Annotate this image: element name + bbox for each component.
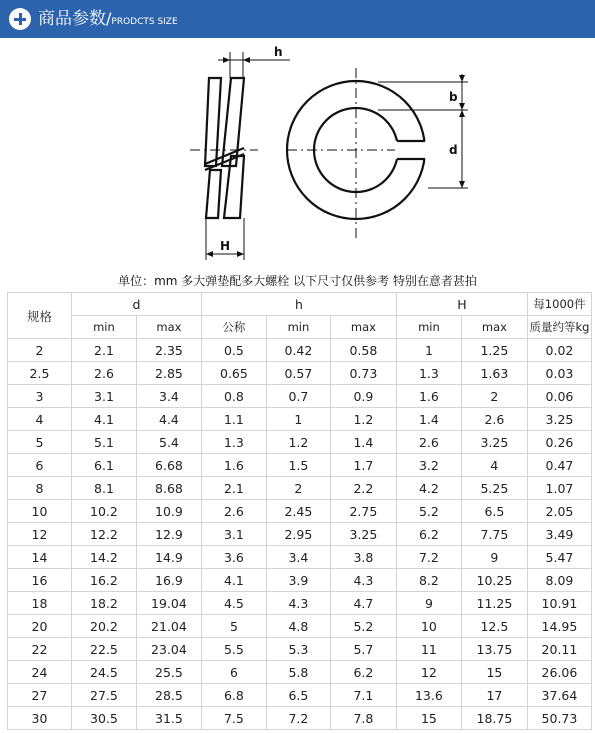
table-cell: 19.04	[136, 592, 201, 615]
table-cell: 2.5	[8, 362, 72, 385]
table-cell: 9	[461, 546, 527, 569]
table-cell: 7.5	[201, 707, 266, 730]
table-cell: 0.47	[527, 454, 591, 477]
table-cell: 1.6	[396, 385, 461, 408]
sub-header: min	[396, 316, 461, 339]
table-cell: 1.7	[330, 454, 396, 477]
table-row	[8, 684, 592, 707]
table-cell: 3.25	[527, 408, 591, 431]
table-cell: 4.8	[266, 615, 330, 638]
table-row	[8, 454, 592, 477]
table-cell: 3.25	[461, 431, 527, 454]
table-cell: 2	[461, 385, 527, 408]
table-cell: 4	[8, 408, 72, 431]
sub-header: min	[266, 316, 330, 339]
table-cell: 14.9	[136, 546, 201, 569]
table-cell: 0.8	[201, 385, 266, 408]
sub-header: min	[71, 316, 136, 339]
table-cell: 0.7	[266, 385, 330, 408]
table-cell: 30	[8, 707, 72, 730]
table-cell: 4.2	[396, 477, 461, 500]
table-cell: 2.75	[330, 500, 396, 523]
table-cell: 14.95	[527, 615, 591, 638]
label-H: H	[220, 239, 231, 253]
table-cell: 2.1	[201, 477, 266, 500]
label-b: b	[449, 90, 458, 104]
table-cell: 28.5	[136, 684, 201, 707]
table-cell: 8	[8, 477, 72, 500]
table-cell: 18.75	[461, 707, 527, 730]
table-row	[8, 592, 592, 615]
table-cell: 4.4	[136, 408, 201, 431]
table-cell: 7.2	[266, 707, 330, 730]
table-cell: 15	[461, 661, 527, 684]
table-cell: 1.25	[461, 339, 527, 362]
table-cell: 31.5	[136, 707, 201, 730]
table-cell: 1.07	[527, 477, 591, 500]
table-cell: 2.2	[330, 477, 396, 500]
table-cell: 5.3	[266, 638, 330, 661]
table-cell: 0.58	[330, 339, 396, 362]
table-cell: 1	[396, 339, 461, 362]
table-cell: 4.1	[71, 408, 136, 431]
table-cell: 1.6	[201, 454, 266, 477]
label-d: d	[449, 143, 458, 157]
table-cell: 8.2	[396, 569, 461, 592]
table-cell: 14	[8, 546, 72, 569]
table-cell: 20.2	[71, 615, 136, 638]
table-cell: 9	[396, 592, 461, 615]
sub-header: 公称	[201, 316, 266, 339]
table-cell: 18.2	[71, 592, 136, 615]
table-cell: 5.25	[461, 477, 527, 500]
table-cell: 10	[8, 500, 72, 523]
table-cell: 3	[8, 385, 72, 408]
table-row	[8, 362, 592, 385]
table-cell: 27.5	[71, 684, 136, 707]
table-cell: 3.1	[201, 523, 266, 546]
table-cell: 12.5	[461, 615, 527, 638]
table-cell: 3.25	[330, 523, 396, 546]
table-cell: 0.26	[527, 431, 591, 454]
table-cell: 5.2	[330, 615, 396, 638]
table-cell: 5.1	[71, 431, 136, 454]
table-cell: 2.6	[461, 408, 527, 431]
table-cell: 16.2	[71, 569, 136, 592]
table-cell: 8.09	[527, 569, 591, 592]
table-cell: 30.5	[71, 707, 136, 730]
table-cell: 17	[461, 684, 527, 707]
table-cell: 1.2	[330, 408, 396, 431]
table-row	[8, 661, 592, 684]
table-row	[8, 477, 592, 500]
table-cell: 2.35	[136, 339, 201, 362]
table-row	[8, 523, 592, 546]
label-h: h	[274, 45, 283, 59]
table-cell: 0.9	[330, 385, 396, 408]
title-en: PRODCTS SIZE	[111, 17, 178, 27]
table-cell: 22.5	[71, 638, 136, 661]
table-cell: 3.4	[266, 546, 330, 569]
plus-circle-icon	[9, 8, 31, 30]
table-cell: 5.2	[396, 500, 461, 523]
table-cell: 21.04	[136, 615, 201, 638]
table-cell: 13.6	[396, 684, 461, 707]
table-cell: 6.8	[201, 684, 266, 707]
table-cell: 5.4	[136, 431, 201, 454]
table-cell: 1.63	[461, 362, 527, 385]
table-cell: 7.2	[396, 546, 461, 569]
table-cell: 7.8	[330, 707, 396, 730]
table-cell: 0.5	[201, 339, 266, 362]
table-cell: 8.68	[136, 477, 201, 500]
table-cell: 1.2	[266, 431, 330, 454]
table-cell: 25.5	[136, 661, 201, 684]
table-cell: 2.05	[527, 500, 591, 523]
table-cell: 5.7	[330, 638, 396, 661]
table-cell: 2.6	[396, 431, 461, 454]
table-cell: 0.42	[266, 339, 330, 362]
table-row	[8, 408, 592, 431]
section-title	[38, 7, 178, 34]
table-row	[8, 638, 592, 661]
group-header-row	[8, 293, 592, 316]
table-cell: 5	[8, 431, 72, 454]
table-cell: 3.2	[396, 454, 461, 477]
table-cell: 10.9	[136, 500, 201, 523]
table-cell: 0.02	[527, 339, 591, 362]
sub-header: max	[461, 316, 527, 339]
table-cell: 12	[8, 523, 72, 546]
table-cell: 7.75	[461, 523, 527, 546]
table-cell: 50.73	[527, 707, 591, 730]
table-cell: 2.1	[71, 339, 136, 362]
table-row	[8, 707, 592, 730]
table-cell: 0.57	[266, 362, 330, 385]
table-cell: 3.6	[201, 546, 266, 569]
table-cell: 12.2	[71, 523, 136, 546]
d-header: d	[71, 293, 201, 316]
unit-caption: 单位：mm 多大弹垫配多大螺栓 以下尺寸仅供参考 特别在意者甚拍	[118, 274, 477, 288]
table-cell: 10.25	[461, 569, 527, 592]
table-cell: 4	[461, 454, 527, 477]
table-cell: 37.64	[527, 684, 591, 707]
table-cell: 2	[266, 477, 330, 500]
table-cell: 3.8	[330, 546, 396, 569]
table-cell: 11.25	[461, 592, 527, 615]
table-row	[8, 615, 592, 638]
table-cell: 6.1	[71, 454, 136, 477]
table-row	[8, 500, 592, 523]
table-cell: 14.2	[71, 546, 136, 569]
table-cell: 2.95	[266, 523, 330, 546]
table-cell: 1.1	[201, 408, 266, 431]
table-cell: 2.45	[266, 500, 330, 523]
mass-header-line1: 每1000件	[527, 293, 591, 316]
table-cell: 1	[266, 408, 330, 431]
table-row	[8, 569, 592, 592]
table-cell: 10.2	[71, 500, 136, 523]
table-cell: 1.4	[396, 408, 461, 431]
table-cell: 26.06	[527, 661, 591, 684]
table-cell: 12.9	[136, 523, 201, 546]
table-cell: 1.5	[266, 454, 330, 477]
table-cell: 0.73	[330, 362, 396, 385]
h-header: h	[201, 293, 396, 316]
spec-header: 规格	[8, 293, 72, 339]
table-cell: 6.2	[330, 661, 396, 684]
sub-header-row	[8, 316, 592, 339]
table-cell: 0.06	[527, 385, 591, 408]
section-header	[0, 0, 595, 38]
table-cell: 2.6	[71, 362, 136, 385]
table-cell: 0.65	[201, 362, 266, 385]
table-cell: 10.91	[527, 592, 591, 615]
table-cell: 5	[201, 615, 266, 638]
table-cell: 3.49	[527, 523, 591, 546]
H-header: H	[396, 293, 527, 316]
table-cell: 8.1	[71, 477, 136, 500]
table-cell: 2	[8, 339, 72, 362]
title-cn: 商品参数	[38, 9, 106, 29]
table-cell: 2.85	[136, 362, 201, 385]
table-cell: 10	[396, 615, 461, 638]
table-row	[8, 339, 592, 362]
table-cell: 16	[8, 569, 72, 592]
table-cell: 5.5	[201, 638, 266, 661]
table-cell: 20	[8, 615, 72, 638]
spring-washer-diagram	[0, 38, 595, 270]
table-cell: 3.4	[136, 385, 201, 408]
table-cell: 13.75	[461, 638, 527, 661]
table-row	[8, 546, 592, 569]
table-cell: 6	[201, 661, 266, 684]
table-cell: 24	[8, 661, 72, 684]
table-cell: 16.9	[136, 569, 201, 592]
table-cell: 6.5	[461, 500, 527, 523]
table-cell: 4.3	[330, 569, 396, 592]
table-cell: 5.8	[266, 661, 330, 684]
table-cell: 1.3	[396, 362, 461, 385]
table-row	[8, 385, 592, 408]
table-cell: 22	[8, 638, 72, 661]
sub-header: max	[136, 316, 201, 339]
table-cell: 4.1	[201, 569, 266, 592]
table-row	[8, 431, 592, 454]
table-cell: 3.1	[71, 385, 136, 408]
table-cell: 2.6	[201, 500, 266, 523]
table-cell: 4.7	[330, 592, 396, 615]
table-cell: 7.1	[330, 684, 396, 707]
table-cell: 15	[396, 707, 461, 730]
table-cell: 27	[8, 684, 72, 707]
table-cell: 0.03	[527, 362, 591, 385]
table-cell: 3.9	[266, 569, 330, 592]
table-cell: 20.11	[527, 638, 591, 661]
table-cell: 4.5	[201, 592, 266, 615]
table-cell: 6	[8, 454, 72, 477]
table-cell: 1.3	[201, 431, 266, 454]
table-cell: 4.3	[266, 592, 330, 615]
spec-table	[7, 292, 592, 730]
table-cell: 6.68	[136, 454, 201, 477]
mass-header-line2: 质量约等kg	[527, 316, 591, 339]
table-cell: 1.4	[330, 431, 396, 454]
table-cell: 18	[8, 592, 72, 615]
table-cell: 23.04	[136, 638, 201, 661]
sub-header: max	[330, 316, 396, 339]
table-cell: 11	[396, 638, 461, 661]
table-cell: 5.47	[527, 546, 591, 569]
title-separator: /	[106, 9, 112, 28]
table-cell: 6.2	[396, 523, 461, 546]
table-cell: 24.5	[71, 661, 136, 684]
table-cell: 12	[396, 661, 461, 684]
table-cell: 6.5	[266, 684, 330, 707]
